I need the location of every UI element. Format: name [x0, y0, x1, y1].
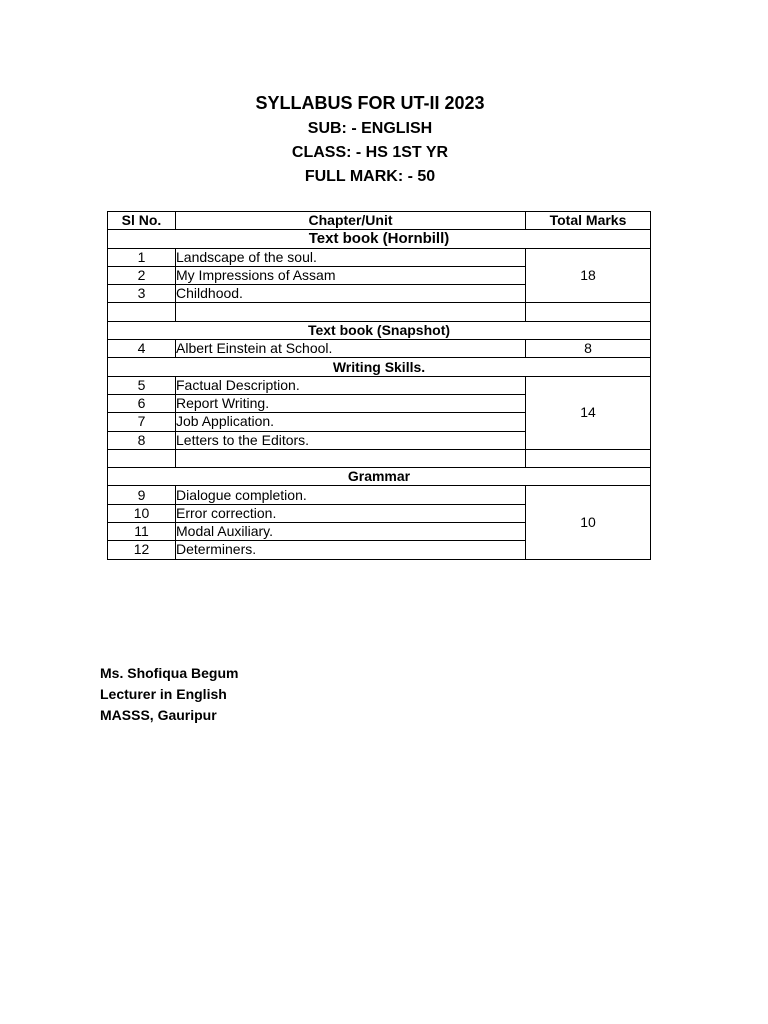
header-sl-no: Sl No. — [108, 212, 176, 230]
sl-no-cell: 4 — [108, 340, 176, 358]
empty-cell — [526, 449, 651, 467]
empty-cell — [176, 303, 526, 321]
empty-cell — [108, 449, 176, 467]
section-row — [108, 468, 651, 486]
section-row — [108, 358, 651, 376]
section-title-grammar: Grammar — [108, 468, 651, 486]
sl-no-cell: 10 — [108, 504, 176, 522]
empty-cell — [176, 449, 526, 467]
chapter-cell: Error correction. — [176, 504, 526, 522]
section-title-hornbill: Text book (Hornbill) — [108, 230, 651, 248]
empty-row — [108, 449, 651, 467]
chapter-cell: Letters to the Editors. — [176, 431, 526, 449]
document-title: SYLLABUS FOR UT-II 2023 — [255, 93, 485, 113]
sl-no-cell: 1 — [108, 248, 176, 266]
empty-cell — [108, 303, 176, 321]
chapter-cell: Report Writing. — [176, 394, 526, 412]
sl-no-cell: 5 — [108, 376, 176, 394]
table-row — [108, 486, 651, 504]
table-row — [108, 376, 651, 394]
chapter-cell: Dialogue completion. — [176, 486, 526, 504]
chapter-cell: Childhood. — [176, 285, 526, 303]
sl-no-cell: 12 — [108, 541, 176, 559]
signature-name: Ms. Shofiqua Begum — [100, 665, 239, 681]
subject-line: SUB: - ENGLISH — [307, 120, 433, 137]
table-row — [108, 248, 651, 266]
chapter-cell: Determiners. — [176, 541, 526, 559]
sl-no-cell: 8 — [108, 431, 176, 449]
chapter-cell: Job Application. — [176, 413, 526, 431]
section-row — [108, 230, 651, 248]
section-title-snapshot: Text book (Snapshot) — [108, 321, 651, 339]
chapter-cell: Albert Einstein at School. — [176, 340, 526, 358]
signature-institution: MASSS, Gauripur — [100, 707, 217, 723]
chapter-cell: Modal Auxiliary. — [176, 523, 526, 541]
class-line: CLASS: - HS 1ST YR — [291, 144, 449, 161]
syllabus-table — [107, 211, 651, 560]
empty-row — [108, 303, 651, 321]
table-row — [108, 340, 651, 358]
sl-no-cell: 9 — [108, 486, 176, 504]
signature-designation: Lecturer in English — [100, 686, 227, 702]
marks-cell: 8 — [526, 340, 651, 358]
sl-no-cell: 3 — [108, 285, 176, 303]
header-total-marks: Total Marks — [526, 212, 651, 230]
sl-no-cell: 7 — [108, 413, 176, 431]
sl-no-cell: 11 — [108, 523, 176, 541]
full-mark-line: FULL MARK: - 50 — [304, 168, 436, 185]
chapter-cell: Factual Description. — [176, 376, 526, 394]
table-header-row — [108, 212, 651, 230]
section-title-writing-skills: Writing Skills. — [108, 358, 651, 376]
sl-no-cell: 6 — [108, 394, 176, 412]
marks-cell: 18 — [526, 248, 651, 303]
chapter-cell: Landscape of the soul. — [176, 248, 526, 266]
marks-cell: 10 — [526, 486, 651, 559]
sl-no-cell: 2 — [108, 266, 176, 284]
header-chapter-unit: Chapter/Unit — [176, 212, 526, 230]
empty-cell — [526, 303, 651, 321]
chapter-cell: My Impressions of Assam — [176, 266, 526, 284]
signature-block — [100, 663, 238, 726]
marks-cell: 14 — [526, 376, 651, 449]
section-row — [108, 321, 651, 339]
